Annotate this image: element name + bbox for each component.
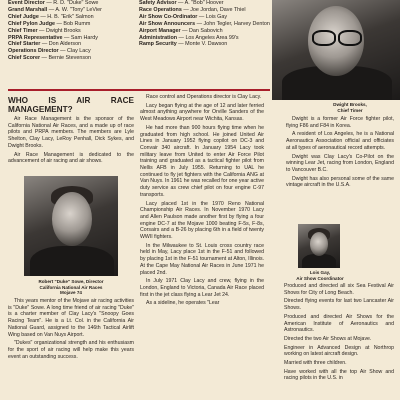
paragraph: In the Milwaukee to St. Louis cross country race held in May, Lacy place 1st in the F-51 and followed by placing 1st in the F-51 tournament at Alton, Illinois. At the Cape May National Air Races in June 1971 he placed 2nd.	[140, 242, 264, 276]
caption-line: Chief Timer	[337, 107, 363, 113]
roster-role: Administration	[139, 34, 178, 41]
roster-separator: —	[197, 13, 206, 20]
photo-glasses-left	[312, 30, 336, 46]
roster-role: Chief Judge	[8, 13, 39, 20]
roster-role: Chief Starter	[8, 41, 41, 48]
list-item: Produced and directed Air Shows for the American Institute of Aeronautics and Astronautics.	[284, 313, 394, 334]
roster-name: Lois Gay	[205, 13, 228, 20]
roster-entry	[139, 35, 270, 42]
roster-separator: —	[37, 27, 46, 34]
column-1-continued	[8, 298, 134, 400]
caption-line: Robert "Duke" Sowe, Director	[38, 279, 104, 284]
paragraph: He had more than 900 hours flying time when he graduated from high school. He joined United Air Lines in January 1952 flying copilot on DC-3 and Convair 340 aircraft. In January 1954 Lacy took military leave from United to enter Air Force Pilot training and graduated as a tactical fighter pilot from Nellis AFB in July 1955. Returning to UAL he continued to fly jet fighters with the California ANG at Van Nuys. In 1961 he was recalled for one year active duty service as crew chief pilot on four engine C-97 transports.	[140, 124, 264, 198]
roster-entry	[139, 14, 270, 21]
column-3	[286, 116, 394, 236]
roster-entry	[8, 55, 139, 62]
paragraph: This years mentor of the Mojave air racing activities is "Duke" Sowe. A long time friend of air racing "Duke" is a charter member of Clay Lacy's "Snoopy Goes Racing Team". He is a Lt. Col. in the California Air National Guard, assigned to the 146th Tactical Airlift Wing based on Van Nuys Airport.	[8, 298, 134, 338]
roster-role: Air Show Announcers	[139, 20, 196, 27]
paragraph: In July 1971 Clay Lacy and crew, flying in the London, England to Victoria, Canada Air Race placed first in the jet class flying a Lear Jet 24.	[140, 278, 264, 298]
list-item: Directed the two Air Shows at Mojave.	[284, 335, 372, 342]
roster-separator: —	[44, 0, 54, 6]
roster-left-column	[8, 0, 139, 62]
roster-separator: —	[40, 41, 49, 48]
roster-separator: —	[40, 55, 49, 62]
photo-caption-sowe	[8, 279, 134, 296]
column-2	[140, 94, 264, 400]
roster-entry	[139, 21, 270, 28]
paragraph: "Dukes" organizational strength and his enthusiasm for the sport of air racing will help make this years event an outstanding success.	[8, 340, 134, 360]
roster-entry	[8, 48, 139, 55]
paragraph: Lacy placed 1st in the 1970 Reno National Championship Air Races. In November 1970 Lacy and Allen Paulson made another first by flying a four engine DC-7 at the Mojave 1000 beating F-5s, F-8s, Corsairs and a B-26 by placing 6th in a field of twenty WWII fighters.	[140, 200, 264, 241]
photo-glasses-right	[338, 30, 362, 46]
paragraph: Air Race Management is dedicated to the advancement of air racing and air shows.	[8, 151, 134, 165]
roster-role: Air Show Co-Ordinator	[139, 13, 198, 20]
paragraph: Dwight is a former Air Force fighter pilot, flying F86 and F84 in Korea.	[286, 116, 394, 129]
roster-separator: —	[38, 13, 48, 20]
roster-entry	[8, 14, 139, 21]
paragraph: As a sideline, he operates "Lear	[146, 300, 220, 307]
photo-shoulders	[302, 254, 336, 268]
roster-separator: —	[176, 0, 185, 6]
roster-entry	[139, 7, 270, 14]
roster-name: R. D. "Duke" Sowe	[53, 0, 99, 6]
roster-role: Event Director	[8, 0, 45, 6]
roster-name: Sam Hardy	[70, 34, 98, 41]
roster-entry	[8, 35, 139, 42]
roster-entry	[8, 0, 139, 7]
paragraph: Dwight has also personal some of the same vintage aircraft in the U.S.A.	[286, 175, 394, 189]
roster-role: Chief Timer	[8, 27, 38, 34]
caption-line: Mojave 74	[60, 290, 82, 296]
roster-separator: —	[55, 20, 64, 27]
list-item: Directed flying events for last two Lancaster Air Shows.	[284, 298, 394, 312]
paragraph: Dwight was Clay Lacy's Co-Pilot on the winning Lear Jet, racing from London, England to Vancouver B.C.	[286, 153, 394, 173]
roster-name: Dan Sabovich	[189, 27, 223, 34]
paragraph: Race control and Operations director is Clay Lacy.	[146, 94, 262, 100]
photo-duke-sowe	[24, 176, 118, 276]
photo-lois-gay	[298, 224, 340, 268]
paragraph: A resident of Los Angeles, he is a National Aeronautics Association official and officiates at all types of aeronautical record attempts.	[286, 131, 394, 151]
roster-entry	[8, 21, 139, 28]
roster-entry	[139, 0, 270, 7]
photo-caption-brooks	[300, 102, 400, 113]
staff-roster	[8, 0, 270, 62]
photo-face	[310, 232, 328, 256]
list-item: Married with three children.	[284, 360, 347, 367]
section-heading: WHO IS AIR RACE MANAGEMENT?	[8, 96, 134, 114]
roster-name: A. W. "Tony" LeVier	[55, 6, 102, 13]
roster-name: Bob Rumm	[63, 20, 91, 27]
roster-role: Safety Advisor	[139, 0, 177, 6]
roster-entry	[8, 7, 139, 14]
list-item: Have worked with all the top Air Show and racing pilots in the U.S. in	[284, 368, 394, 382]
roster-name: John Tegler, Harvey Denton	[203, 20, 270, 27]
roster-role: Airport Manager	[139, 27, 181, 34]
roster-entry	[139, 28, 270, 35]
list-item: Produced and directed all six Sea Festival Air Shows for City of Long Beach.	[284, 283, 394, 296]
section-divider	[8, 89, 270, 91]
roster-name: Los Angeles Area 99's	[185, 34, 239, 41]
caption-line: California National Air Races	[39, 284, 103, 290]
roster-role: Grand Marshall	[8, 6, 48, 13]
roster-entry	[139, 41, 270, 48]
roster-name: H. B. "Erik" Salmon	[47, 13, 94, 20]
roster-entry	[8, 41, 139, 48]
roster-name: Dwight Brooks	[45, 27, 81, 34]
roster-separator: —	[180, 27, 190, 34]
roster-separator: —	[176, 41, 186, 48]
caption-line: Air Show Coordinator	[296, 275, 344, 281]
paragraph: Air Race Management is the sponsor of the California National Air Races, and a made up of race pilots and PRPA members. The members are Lyle Shelton, Clay Lacy, LeRoy Penhall, Dick Sykes, and Dwight Brooks.	[8, 116, 134, 149]
photo-shoulders	[30, 246, 114, 276]
roster-role: Operations Director	[8, 48, 59, 55]
roster-role: Chief Pylon Judge	[8, 20, 56, 27]
caption-line: Lois Gay,	[309, 270, 331, 275]
roster-separator: —	[62, 34, 71, 41]
column-3-list	[284, 283, 394, 400]
photo-caption-gay	[290, 270, 350, 281]
roster-name: Monte V. Dawson	[185, 41, 228, 48]
roster-name: Joe Jordan, Dave Thiel	[190, 6, 246, 13]
roster-right-column	[139, 0, 270, 62]
photo-dwight-brooks	[272, 0, 400, 100]
roster-separator: —	[47, 6, 56, 13]
roster-name: Don Alderson	[48, 41, 82, 48]
paragraph: Lacy began flying at the age of 12 and later ferried almost anything anywhere for Orville Sanders of the West Meadows Airport near Wichita, Kansas.	[140, 102, 264, 123]
roster-role: Ramp Security	[139, 41, 177, 48]
roster-role: Chief Scorer	[8, 55, 41, 62]
list-item: Engineer in Advanced Design at Northrop working on latest aircraft design.	[284, 344, 394, 358]
roster-separator: —	[177, 34, 186, 41]
roster-role: Race Operations	[139, 6, 182, 13]
roster-name: Clay Lacy	[67, 48, 91, 55]
roster-entry	[8, 28, 139, 35]
roster-separator: —	[58, 48, 68, 55]
photo-face	[52, 192, 92, 246]
roster-name: Bernie Stevenson	[48, 55, 92, 62]
roster-separator: —	[181, 6, 191, 13]
caption-line: Dwight Brooks,	[333, 102, 367, 107]
roster-role: PRPA Representative	[8, 34, 63, 41]
roster-separator: —	[195, 20, 204, 27]
roster-name: A. "Bob" Hoover	[184, 0, 224, 6]
